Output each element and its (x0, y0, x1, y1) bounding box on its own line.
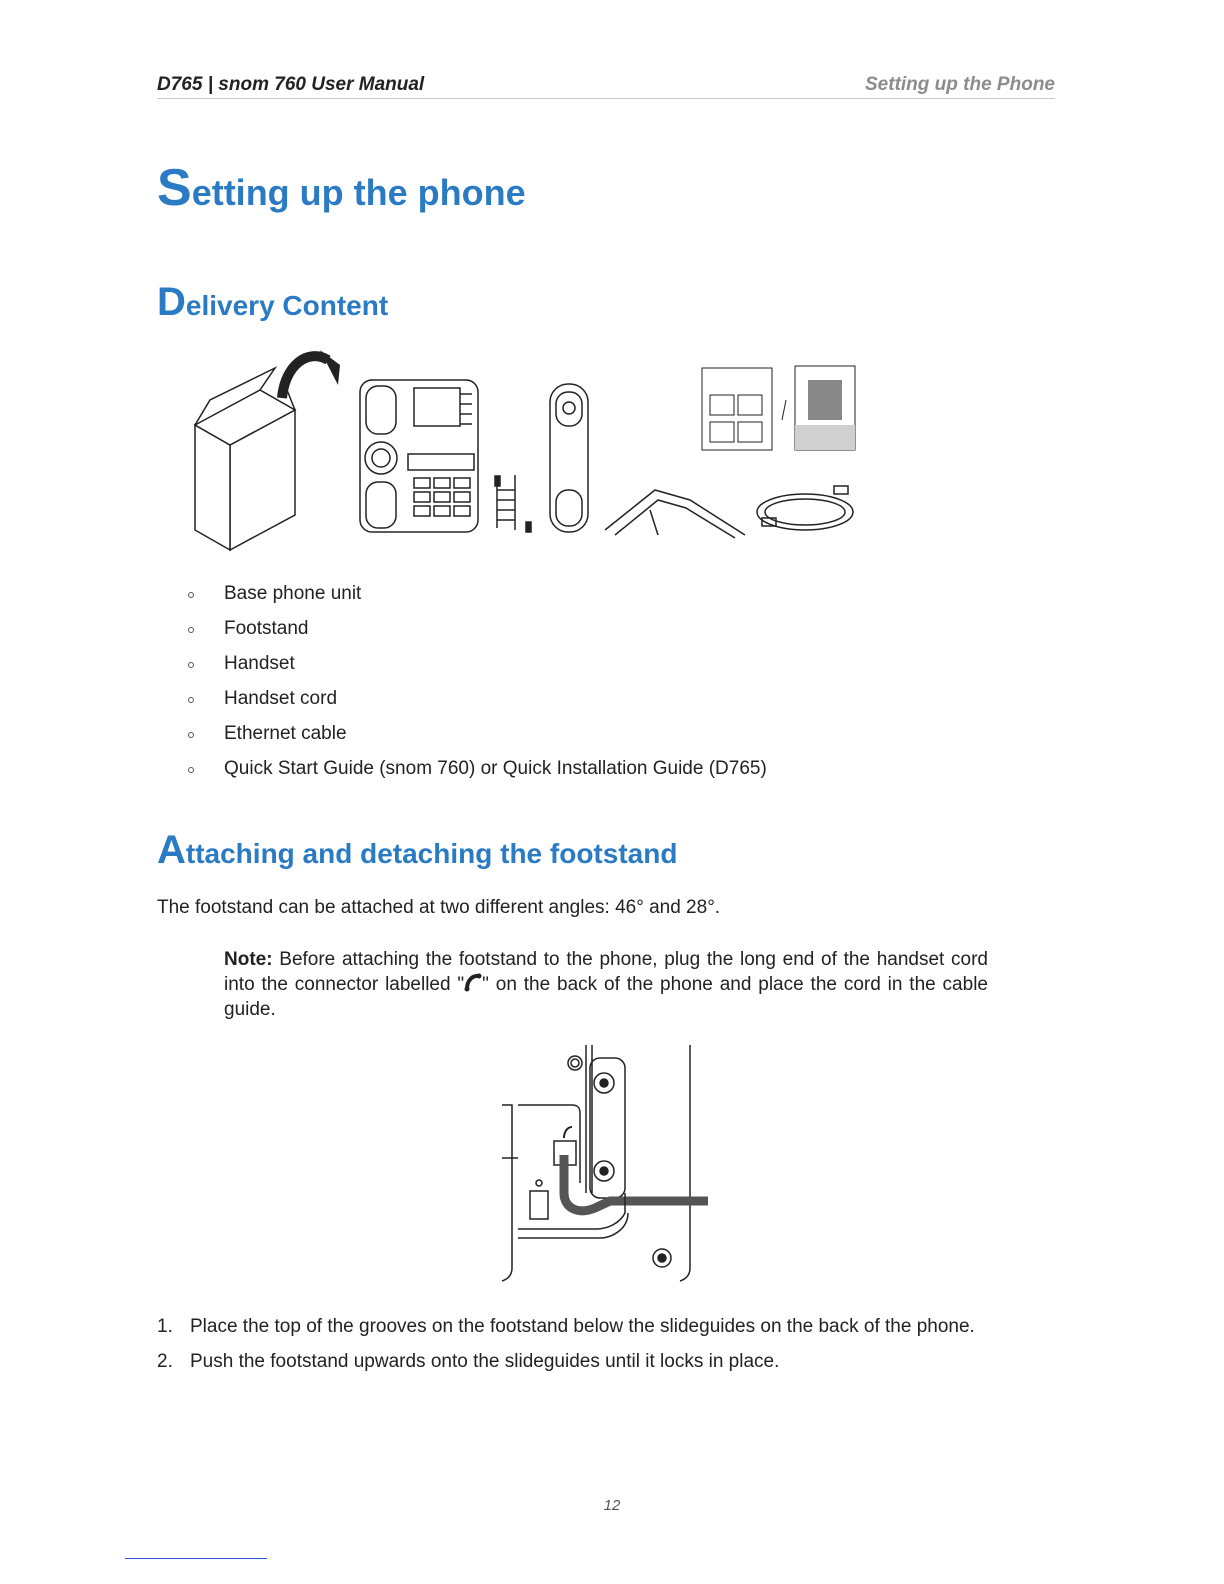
attach-steps (157, 1314, 975, 1384)
footstand-intro: The footstand can be attached at two different angles: 46° and 28°. (157, 897, 721, 918)
ethernet-cable-icon (757, 486, 853, 530)
list-item: Ethernet cable (188, 720, 767, 755)
list-item: Handset (188, 650, 767, 685)
base-phone-unit-icon (360, 380, 478, 532)
bullet-icon (188, 697, 194, 703)
list-item: Quick Start Guide (snom 760) or Quick Installation Guide (D765) (188, 755, 767, 790)
bullet-icon (188, 767, 194, 773)
bullet-icon (188, 592, 194, 598)
delivery-content-illustration (190, 340, 860, 555)
footnote-divider (125, 1558, 267, 1559)
delivery-content-heading: Delivery Content (157, 280, 389, 324)
bullet-icon (188, 732, 194, 738)
delivery-content-list (188, 580, 767, 790)
note-label: Note: (224, 949, 273, 970)
footstand-heading: Attaching and detaching the footstand (157, 828, 678, 872)
note-paragraph: Note: Before attaching the footstand to the phone, plug the long end of the handset cord into the connector labelled " " on the back of the phone and place the cord in the cable guide. (224, 949, 988, 1020)
header-section: Setting up the Phone (865, 74, 1055, 95)
handset-cord-icon (495, 475, 531, 532)
step-item: 2. Push the footstand upwards onto the slideguides until it locks in place. (157, 1351, 780, 1372)
bullet-icon (188, 627, 194, 633)
list-item: Footstand (188, 615, 767, 650)
open-arrow-icon (282, 356, 328, 398)
cable-guide-illustration (500, 1043, 715, 1283)
list-item: Base phone unit (188, 580, 767, 615)
step-item: 1. Place the top of the grooves on the footstand below the slideguides on the back of the phone. (157, 1316, 975, 1337)
list-item: Handset cord (188, 685, 767, 720)
bullet-icon (188, 662, 194, 668)
footstand-icon (605, 490, 745, 538)
page-number: 12 (603, 1497, 621, 1514)
quick-start-guide-icon (702, 366, 855, 450)
handset-icon (550, 384, 588, 532)
handset-connector-icon (464, 973, 482, 993)
page-title: Setting up the phone (157, 159, 526, 217)
header-title: D765 | snom 760 User Manual (157, 74, 425, 95)
page-header (157, 74, 1055, 99)
